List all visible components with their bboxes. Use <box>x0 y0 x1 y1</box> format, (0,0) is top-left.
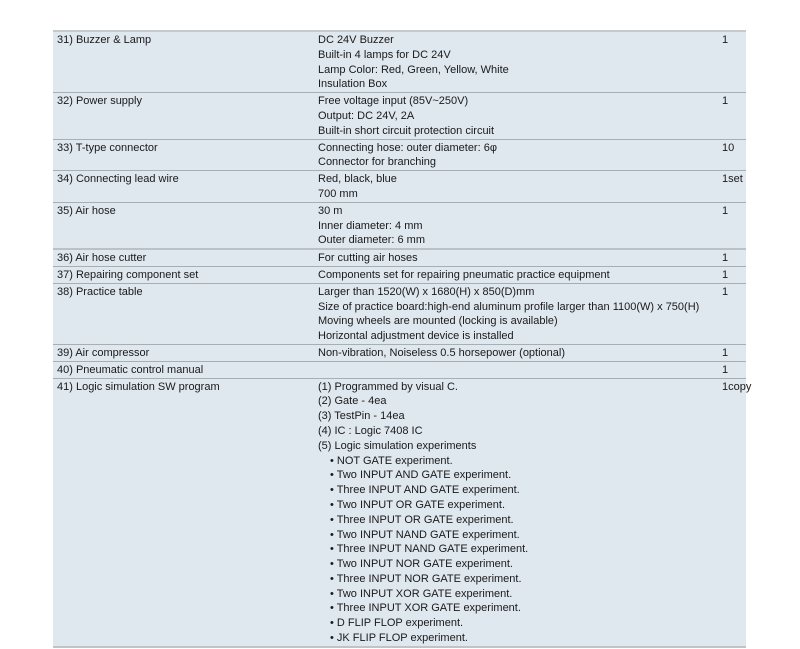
experiment-bullet: • Two INPUT NAND GATE experiment. <box>330 528 520 541</box>
item-specification <box>318 379 722 646</box>
experiment-bullet: • NOT GATE experiment. <box>330 454 453 467</box>
spec-line: (5) Logic simulation experiments <box>318 439 477 452</box>
spec-line: (3) TestPin - 14ea <box>318 410 405 423</box>
item-name: 36) Air hose cutter <box>57 252 147 265</box>
spec-line: 700 mm <box>318 187 358 200</box>
item-name: 32) Power supply <box>57 95 142 108</box>
experiment-bullet: • Two INPUT XOR GATE experiment. <box>330 587 513 600</box>
experiment-bullet: • Three INPUT XOR GATE experiment. <box>330 602 521 615</box>
item-quantity: 1 <box>722 204 729 217</box>
table-row <box>53 267 746 284</box>
table-row <box>53 345 746 362</box>
item-name: 38) Practice table <box>57 285 143 298</box>
item-name: 35) Air hose <box>57 204 116 217</box>
experiment-bullet: • Three INPUT NAND GATE experiment. <box>330 543 529 556</box>
item-specification <box>318 362 722 378</box>
spec-line: Horizontal adjustment device is installed <box>318 330 514 343</box>
item-specification <box>318 93 722 138</box>
spec-line: Output: DC 24V, 2A <box>318 109 415 122</box>
table-row <box>53 203 746 250</box>
spec-line: Free voltage input (85V~250V) <box>318 95 469 108</box>
spec-line: Connector for branching <box>318 156 437 169</box>
item-quantity: 1 <box>722 252 729 265</box>
spec-line: (1) Programmed by visual C. <box>318 380 458 393</box>
item-quantity: 1set <box>722 173 743 186</box>
item-specification <box>318 267 722 283</box>
experiment-bullet: • Two INPUT NOR GATE experiment. <box>330 558 513 571</box>
spec-line: Outer diameter: 6 mm <box>318 234 425 247</box>
table-row <box>53 140 746 172</box>
item-specification <box>318 345 722 361</box>
item-quantity: 1 <box>722 95 729 108</box>
spec-line: (4) IC : Logic 7408 IC <box>318 424 423 437</box>
spec-line: Size of practice board:high-end aluminum profile larger than 1100(W) x 750(H) <box>318 300 700 313</box>
item-name: 41) Logic simulation SW program <box>57 380 220 393</box>
experiment-bullet: • Three INPUT NOR GATE experiment. <box>330 572 522 585</box>
item-quantity: 1 <box>722 268 729 281</box>
table-row <box>53 32 746 93</box>
spec-line: Insulation Box <box>318 78 388 91</box>
spec-line: For cutting air hoses <box>318 252 418 265</box>
specification-table <box>53 30 752 648</box>
table-row <box>53 379 752 646</box>
item-quantity: 1copy <box>722 380 752 393</box>
item-specification <box>318 140 722 171</box>
item-specification <box>318 32 722 92</box>
item-quantity: 1 <box>722 285 729 298</box>
item-name: 37) Repairing component set <box>57 268 199 281</box>
item-specification <box>318 250 722 266</box>
spec-line: Components set for repairing pneumatic practice equipment <box>318 268 610 281</box>
spec-line: Connecting hose: outer diameter: 6φ <box>318 141 497 154</box>
item-quantity: 1 <box>722 346 729 359</box>
item-name: 40) Pneumatic control manual <box>57 363 204 376</box>
spec-line: Non-vibration, Noiseless 0.5 horsepower (optional) <box>318 346 566 359</box>
table-row <box>53 284 746 345</box>
spec-line: Built-in short circuit protection circuit <box>318 124 495 137</box>
table-row <box>53 93 746 139</box>
spec-line: Lamp Color: Red, Green, Yellow, White <box>318 63 509 76</box>
experiment-bullet: • Three INPUT AND GATE experiment. <box>330 484 520 497</box>
spec-line: (2) Gate - 4ea <box>318 395 387 408</box>
experiment-bullet: • Three INPUT OR GATE experiment. <box>330 513 514 526</box>
item-name: 34) Connecting lead wire <box>57 173 179 186</box>
spec-line: Inner diameter: 4 mm <box>318 219 423 232</box>
table-row <box>53 362 746 379</box>
spec-line: Red, black, blue <box>318 173 397 186</box>
item-specification <box>318 203 722 248</box>
spec-line: Larger than 1520(W) x 1680(H) x 850(D)mm <box>318 285 535 298</box>
item-name: 31) Buzzer & Lamp <box>57 34 152 46</box>
item-quantity: 1 <box>722 34 729 46</box>
item-name: 39) Air compressor <box>57 346 150 359</box>
spec-line: Built-in 4 lamps for DC 24V <box>318 48 451 61</box>
experiment-bullet: • Two INPUT AND GATE experiment. <box>330 469 512 482</box>
spec-line: DC 24V Buzzer <box>318 34 394 46</box>
experiment-bullet: • D FLIP FLOP experiment. <box>330 617 464 630</box>
table-row <box>53 250 746 267</box>
item-name: 33) T-type connector <box>57 141 158 154</box>
item-quantity: 1 <box>722 363 729 376</box>
experiment-bullet: • JK FLIP FLOP experiment. <box>330 632 468 645</box>
table-row <box>53 171 746 203</box>
item-specification <box>318 284 722 344</box>
spec-line <box>318 363 722 378</box>
item-specification <box>318 171 722 202</box>
spec-line: Moving wheels are mounted (locking is available) <box>318 315 558 328</box>
spec-line: 30 m <box>318 204 343 217</box>
experiment-bullet: • Two INPUT OR GATE experiment. <box>330 498 506 511</box>
item-quantity: 10 <box>722 141 735 154</box>
